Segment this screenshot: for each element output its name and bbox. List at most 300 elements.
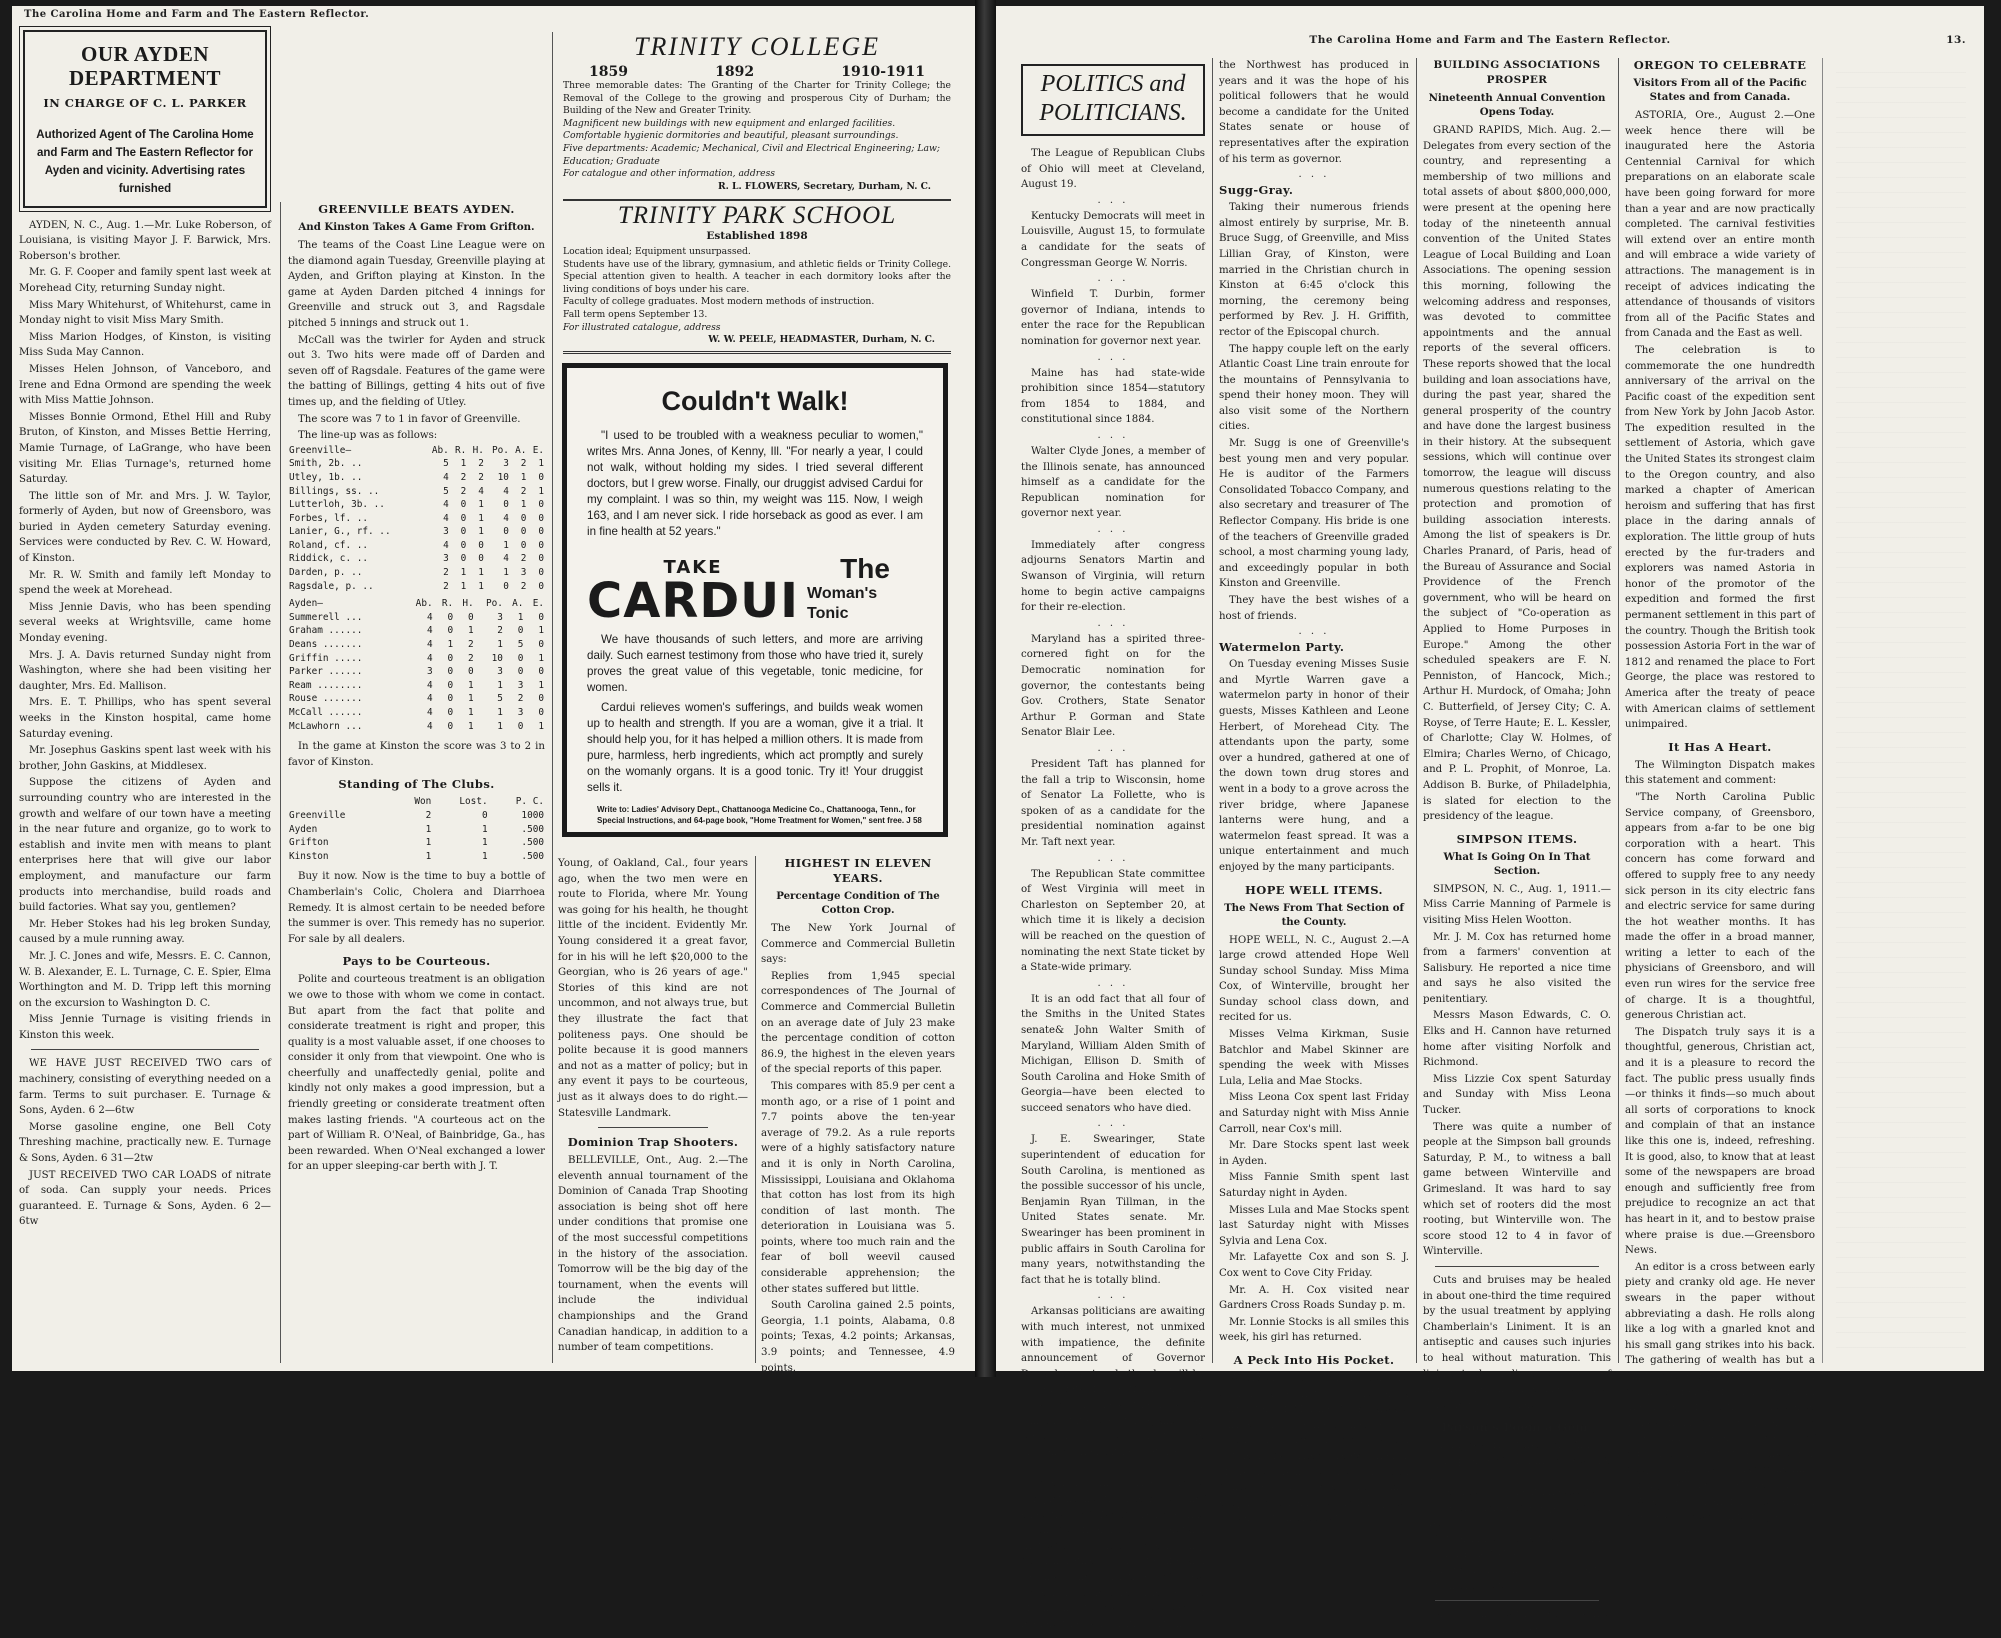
greenville-box-row	[288, 471, 545, 485]
building-story	[1423, 123, 1611, 825]
table-cell: 4	[426, 707, 433, 718]
hopewell-item: Mr. A. H. Cox visited near Gardners Cross Roads Sunday p. m.	[1219, 1284, 1409, 1312]
cardui-headline: Couldn't Walk!	[661, 386, 849, 416]
ayden-news-item: AYDEN, N. C., Aug. 1.—Mr. Luke Roberson, of Louisiana, is visiting Mayor J. F. Barwick, Mrs. Roberson's brother.	[19, 219, 271, 262]
table-cell: 4	[443, 539, 449, 551]
table-cell: Parker ......	[289, 666, 363, 678]
ayden-news-item: The little son of Mr. and Mrs. J. W. Taylor, formerly of Ayden, but now of Greensboro, was buried in Ayden cemetery Saturday evening. Services were conducted by Rev. C. W. Howard, of Kinston.	[19, 490, 271, 565]
table-cell: 1	[425, 823, 432, 835]
poem-line: "They're such a health necessity,	[1429, 1487, 1598, 1499]
table-header-cell: Ab.	[415, 598, 433, 610]
greenville-headline: GREENVILLE BEATS AYDEN.	[318, 202, 515, 216]
hopewell-item: HOPE WELL, N. C., August 2.—A large crowd attended Hope Well Sunday school Sunday. Miss Mima Cox, of Winterville, brought her Sunday school class down, and recited for us.	[1219, 934, 1409, 1024]
table-cell: 1	[478, 512, 484, 524]
heart-paragraph: When a woman forgives a man she never allows him to forget it.	[1625, 1496, 1815, 1524]
table-cell: 4	[443, 471, 449, 483]
table-cell: 0	[460, 499, 467, 511]
table-cell: 3	[517, 707, 524, 718]
oregon-paragraph: ASTORIA, Ore., August 2.—One week hence there will be inaugurated here the Astoria Centennial Carnival for which preparations on an elaborate scale have been going forward for more than a year and are now practically completed. The carnival festivities will extend over an entire month and will embrace a wide variety of attractions. The management is in receipt of advices indicating the attendance of thousands of visitors from all of the Pacific States and from Canada and the East as well.	[1625, 110, 1815, 340]
greenville-paragraph: The teams of the Coast Line League were on the diamond again Tuesday, Greenville playing at Ayden, and Grifton playing at Kinston. In the game at Ayden Darden pitched 4 innings for Greenville and struck out 3, and Ragsdale pitched 5 innings and struck out 1.	[288, 240, 545, 329]
greenville-subhead: And Kinston Takes A Game From Grifton.	[298, 221, 535, 233]
table-cell: 0	[538, 526, 544, 538]
poem-line: In every home these pills should be.	[1429, 1502, 1611, 1530]
table-cell: 1	[538, 485, 544, 497]
hopewell-headline: HOPE WELL ITEMS.	[1245, 882, 1383, 897]
cardui-body-2: Cardui relieves women's sufferings, and builds weak women up to health and strength. If you are a woman, give it a trial. It should help you, for it has helped a million others. It is made from pure, harmless, herb ingredients, which act promptly and surely on the womanly organs. It is a good tonic. Try it! Your druggist sells it.	[587, 701, 923, 794]
trinity-college-title: TRINITY COLLEGE	[634, 32, 880, 61]
table-cell: 10	[491, 652, 503, 664]
table-header-cell: P. C.	[515, 796, 544, 808]
simpson-subhead: What Is Going On In That Section.	[1443, 850, 1591, 877]
table-cell: 0	[517, 652, 524, 664]
table-cell: 4	[503, 485, 509, 497]
table-cell: 0	[460, 512, 467, 524]
binding-gutter	[975, 0, 996, 1377]
table-cell: 1	[497, 639, 503, 651]
table-cell: 3	[443, 526, 449, 538]
table-header-cell: R.	[455, 444, 467, 456]
ayden-news-item: Mrs. E. T. Phillips, who has spent several weeks in the Kinston hospital, came home Saturday evening.	[19, 697, 271, 740]
table-cell: 0	[447, 693, 454, 705]
table-cell: 0	[538, 553, 544, 565]
table-cell: Greenville	[289, 809, 346, 821]
table-cell: 5	[517, 639, 524, 651]
poem-line: And be well again." Only 25 cents	[1429, 1565, 1604, 1577]
simpson-item: SIMPSON, N. C., Aug. 1, 1911.—Miss Carrie Manning of Parmele is visiting Miss Helen Wootton.	[1423, 883, 1611, 926]
trinity-park-signature: W. W. PEELE, HEADMASTER, Durham, N. C.	[708, 334, 935, 346]
table-cell: 1	[468, 720, 474, 732]
cotton-story	[761, 921, 955, 1376]
politics-item: Arkansas politicians are awaiting with much interest, not unmixed with impatience, the definite announcement of Governor Donaghey as to whether he will be a candidate for a third term as governor or make the race for United States senator against Jeff Davis, whose successor it to be chosen by the next legislature.	[1021, 1306, 1205, 1458]
politics-item: Kentucky Democrats will meet in Louisville, August 15, to formulate a candidate for the seats of Congressman George W. Norris.	[1021, 210, 1205, 269]
table-cell: 5	[443, 485, 449, 497]
ayden-classified-ads	[19, 1056, 271, 1230]
heart-headline: It Has A Heart.	[1668, 739, 1772, 754]
table-header-cell: Greenville—	[289, 444, 352, 456]
sugg-paragraph: Taking their numerous friends almost entirely by surprise, Mr. B. Bruce Sugg, of Greenville, and Miss Lillian Gray, of Kinston, were married in the Christian church in Kinston at 6:45 o'clock this morning, the ceremony being performed by Rev. J. H. Griffith, rector of the Episcopal church.	[1219, 202, 1409, 338]
table-cell: 0	[520, 512, 527, 524]
ayden-box-header	[288, 597, 545, 611]
trinity-line-1: Magnificent new buildings with new equipment and enlarged facilities.	[563, 117, 896, 129]
politics-item: President Taft has planned for the fall a trip to Wisconsin, home of Senator La Follette, who is spoken of as a candidate for the presidential nomination against Mr. Taft next year.	[1021, 759, 1205, 848]
simpson-items	[1423, 882, 1611, 1260]
table-cell: Darden, p. ..	[289, 567, 363, 579]
hopewell-item: Misses Lula and Mae Stocks spent last Saturday night with Misses Sylvia and Lena Cox.	[1219, 1204, 1409, 1247]
table-cell: 1	[468, 679, 474, 691]
heart-story	[1625, 758, 1815, 1526]
table-cell: Graham ......	[289, 625, 363, 637]
cotton-paragraph: The New York Journal of Commerce and Commercial Bulletin says:	[761, 923, 955, 966]
running-head-right	[996, 6, 1984, 50]
table-cell: 0	[538, 539, 544, 551]
cuts-bruises-ad: Cuts and bruises may be healed in about one-third the time required by the usual treatment by applying Chamberlain's Liniment. It is an antiseptic and causes such injuries to heal without maturation. This liniment also relieves soreness of the muscles and rheumatic pains. For sale by all dealers.	[1423, 1274, 1611, 1411]
table-header-cell: E.	[532, 598, 544, 610]
standings-row	[288, 823, 545, 837]
table-cell: 1	[497, 707, 503, 718]
poem-line: USE DR. KING'S	[1429, 1549, 1517, 1561]
table-cell: 1	[497, 679, 503, 691]
trinity-park-line-1: Location ideal; Equipment unsurpassed.	[563, 246, 751, 257]
table-cell: 1	[538, 458, 544, 470]
ayden-box-score	[288, 597, 545, 733]
greenville-box-row	[288, 525, 545, 539]
cardui-womans-tonic: Woman's Tonic	[807, 585, 878, 622]
table-cell: 0	[447, 625, 454, 637]
table-cell: 0	[460, 526, 467, 538]
ayden-box-row	[288, 706, 545, 720]
table-cell: 2	[460, 471, 467, 483]
table-cell: Griffin .....	[289, 652, 363, 664]
page-number: 13.	[1946, 34, 1966, 46]
oregon-subhead: Visitors From all of the Pacific States and from Canada.	[1633, 77, 1807, 103]
simpson-item: Messrs Mason Edwards, C. O. Elks and H. Cannon have returned home after visiting Norfolk and Richmond.	[1423, 1010, 1611, 1069]
ayden-title: OUR AYDEN DEPARTMENT	[68, 42, 222, 90]
politics-item: Walter Clyde Jones, a member of the Illinois senate, has announced himself as a candidate for the Republican nomination for governor next year.	[1021, 445, 1205, 520]
politics-title: POLITICS and POLITICIANS.	[1039, 71, 1187, 126]
table-cell: 2	[497, 625, 503, 637]
table-cell: 1	[460, 567, 467, 579]
table-cell: 4	[426, 625, 433, 637]
heart-paragraph: An editor is a cross between early piety and cranky old age. He never swears in the paper without abbreviating a dash. He rolls along like a log with a gnarled knot and his small gang strikes into his back. The gathering of wealth has but a faint hope and shawny "night lo" in his mind. He lives from day to day in the hope of getting conscience money from his subscribers who owe him several years of subscription, but the subscriber sleeps on and always has something coming.—Gaffney (S. C.) Ledger.	[1625, 1261, 1815, 1492]
standings-row	[288, 809, 545, 823]
table-cell: 1	[481, 850, 488, 862]
politics-items: The League of Republican Clubs of Ohio will meet at Cleveland, August 19. . . . Kentucky Democrats will meet in Louisville, August 15, to formulate a candidate for the seats of Congressman George W. Norris. . . . Winfield T. Durbin, former governor of Indiana, intends to enter the race for the Republican nomination for governor next year. . . . Maine has had state-wide prohibition since 1854—statutory from 1854 to 1884, and constitutional since 1884. . . . Walter Clyde Jones, a member of the Illinois senate, has announced himself as a candidate for the Republican nomination for governor next year. . . . Immediately after congress adjourns Senators Martin and Swanson of Virginia, will return home to begin active campaigns for their re-election. . . . Maryland has a spirited three-cornered fight on for the Democratic nomination for governor, the contestants being Gov. Crothers, State Senator Arthur P. Gorman and State Senator Blair Lee. . . . President Taft has planned for the fall a trip to Wisconsin, home of Senator La Follette, who is spoken of as a candidate for the presidential nomination against Mr. Taft next year. . . . The Republican State committee of West Virginia will meet in Charleston on September 20, at which time it is likely a decision will be reached on the question of nominating the next State ticket by a State-wide primary. . . . It is an odd fact that all four of the Smiths in the United States senate& John Walter Smith of Maryland, William Alden Smith of Michigan, Ellison D. Smith of South Carolina and Hoke Smith of Georgia—have been elected to succeed senators who have died. . . . J. E. Swearinger, State superintendent of education for South Carolina, is mentioned as the possible successor of his uncle, Benjamin Ryan Tillman, in the United States senate. Mr. Swearinger has been prominent in public affairs in South Carolina for many years, notwithstanding the fact that he is totally blind. . . . Arkansas politicians are awaiting with much interest, not unmixed with impatience, the definite announcement of Governor Donaghey as to whether he will be a candidate for a third term as governor or make the race for United States senator against Jeff Davis, whose successor it to be chosen by the next legislature. . . . Governor John Burke, who is completing his third term as chief executive of North Dakota has given his friends to understand that when he quit the governorship he will retire to private life and resume the practice of law. Governor Burke is regarded as one of the most able and successful leaders the Democratic party in	[1021, 146, 1205, 1632]
table-cell: 2	[520, 580, 527, 592]
left-newspaper-page	[12, 6, 975, 1374]
peck-story: Would show the box of Bucklen's Arnica Salve that E. S. Loper, a carpenter, of Marilla, N. Y., always carries. "I have never had a cut, wound or bruise, or sore it would not heal," he writes. Greatest healer of burns, boils, scalds, chapped hands and lips, fever-sores, skin-eruptions, eczema, corns and piles. 25 cents at all druggists.	[1219, 1372, 1409, 1525]
politics-item: J. E. Swearinger, State superintendent of education for South Carolina, is mentioned as the possible successor of his uncle, Benjamin Ryan Tillman, in the United States senate. Mr. Swearinger has been prominent in public affairs in South Carolina for many years, notwithstanding the fact that he is totally blind.	[1021, 1134, 1205, 1286]
hopewell-item: Mr. Lafayette Cox and son S. J. Cox went to Cove City Friday.	[1219, 1252, 1409, 1279]
ayden-news-item: Mr. J. C. Jones and wife, Messrs. E. C. Cannon, W. B. Alexander, E. L. Turnage, C. E. Spier, Elma Worthington and M. D. Tripp left this morning on the excursion to Washington D. C.	[19, 950, 271, 1009]
cardui-take: TAKE	[663, 557, 723, 578]
table-header-cell: Po.	[491, 444, 509, 456]
heart-paragraph: "The North Carolina Public Service company, of Greensboro, appears from a-far to be one big corporation with a heart. This concern has come forward and offered to supply free to any needy sick person in its city electric fans and electric service for same during the hot weather months. It has made the offer in a broad manner, writing a letter to each of the physicians of Greensboro, and will even run wires for the service free of charge. It is a thoughtful, generous Christian act.	[1625, 791, 1815, 1022]
cardui-advertisement	[562, 363, 948, 837]
simpson-headline: SIMPSON ITEMS.	[1456, 831, 1578, 846]
table-cell: 0	[520, 526, 527, 538]
greenville-box-row	[288, 552, 545, 566]
table-cell: .500	[521, 850, 544, 862]
table-cell: 1	[538, 720, 544, 732]
greenville-box-row	[288, 485, 545, 499]
table-cell: 2	[468, 652, 474, 664]
table-cell: 0	[517, 720, 524, 732]
table-cell: 1	[481, 837, 488, 849]
chamberlain-remedy: Buy it now. Now is the time to buy a bottle of Chamberlain's Colic, Cholera and Diarrhoea Remedy. It is almost certain to be needed before the summer is over. This remedy has no superior. For sale by all dealers.	[288, 871, 545, 945]
table-cell: Ragsdale, p. ..	[289, 580, 374, 592]
trinity-year-2: 1892	[715, 64, 755, 80]
table-header-cell: H.	[462, 598, 474, 610]
table-cell: 5	[497, 693, 503, 705]
table-cell: 2	[478, 471, 484, 483]
watermelon-story: On Tuesday evening Misses Susie and Myrtle Warren gave a watermelon party in honor of their guests, Misses Kathleen and Leone Herbert, of Morehead City. The attendants upon the party, some over a hundred, gathered at one of the down town drug stores and went in a body to a grove across the river bridge, where Japanese lanterns were hung, and a watermelon feast spread. It was a unique entertainment and much enjoyed by the many participants.	[1219, 659, 1409, 873]
table-cell: 1	[425, 850, 432, 862]
ayden-news-item: Miss Marion Hodges, of Kinston, is visiting Miss Suda May Cannon.	[19, 331, 271, 359]
ayden-box-row	[288, 611, 545, 625]
greenville-paragraph: The line-up was as follows:	[298, 430, 438, 442]
hopewell-item: Miss Fannie Smith spent last Saturday night in Ayden.	[1219, 1172, 1409, 1199]
table-cell: Smith, 2b. ..	[289, 458, 363, 470]
table-cell: 3	[503, 458, 509, 470]
ayden-news-item: Mr. Josephus Gaskins spent last week with his brother, John Gaskins, at Middlesex.	[19, 745, 271, 772]
table-cell: Roland, cf. ..	[289, 539, 369, 551]
standings-table	[288, 795, 545, 863]
politics-item: Immediately after congress adjourns Senators Martin and Swanson of Virginia, will return home to begin active campaigns for their re-election.	[1021, 539, 1205, 614]
table-header-cell: E.	[532, 444, 544, 456]
poem-intro: From Rev. H. Stubenvoll, Allison, Ia., in praise of Dr. King's New Life Pills.	[1423, 1440, 1611, 1483]
standings-title: Standing of The Clubs.	[338, 777, 495, 792]
table-cell: Billings, ss. ..	[289, 485, 380, 497]
table-cell: 0	[447, 652, 454, 664]
greenville-paragraph: The score was 7 to 1 in favor of Greenville.	[298, 413, 521, 425]
ayden-news-item: Miss Jennie Turnage is visiting friends in Kinston this week.	[19, 1014, 271, 1041]
politics-item: Maryland has a spirited three-cornered fight on for the Democratic nomination for governor, the contestants being Gov. Crothers, State Senator Arthur P. Gorman and State Senator Blair Lee.	[1021, 633, 1205, 739]
trinity-park-line-2: Students have use of the library, gymnasium, and athletic fields or Trinity College. Special attention given to health. A teacher in each dormitory looks after the living conditions of boys under his care.	[563, 258, 951, 295]
table-cell: 4	[426, 611, 433, 623]
ayden-box-row	[288, 638, 545, 652]
table-cell: 4	[426, 693, 433, 705]
table-cell: 4	[503, 512, 509, 524]
ayden-charge: IN CHARGE OF C. L. PARKER	[43, 96, 247, 110]
politics-item: Maine has had state-wide prohibition since 1854—statutory from 1854 to 1884, and constitutional since 1884.	[1021, 367, 1205, 426]
ayden-box-row	[288, 692, 545, 706]
table-header-cell: Ab.	[431, 444, 449, 456]
table-cell: 0	[538, 611, 544, 623]
cardui-logo	[587, 553, 923, 629]
table-cell: 0	[468, 666, 474, 678]
table-header-cell: H.	[472, 444, 484, 456]
trinity-line-4: For catalogue and other information, address	[563, 168, 776, 180]
table-cell: 1	[478, 499, 484, 511]
trinity-college-body: Three memorable dates: The Granting of the Charter for Trinity College; the Removal of the College to the growing and prosperous City of Durham; the Building of the New and Greater Trinity.	[563, 80, 951, 117]
table-cell: 4	[503, 553, 509, 565]
greenville-paragraph: McCall was the twirler for Ayden and struck out 3. Two hits were made off of Darden and seven off of Ragsdale. Features of the game were the batting of Billings, getting 4 hits out of five times up, and the fielding of Utley.	[288, 334, 545, 408]
building-headline: BUILDING ASSOCIATIONS PROSPER	[1433, 59, 1601, 86]
table-cell: 1	[468, 693, 474, 705]
table-header-cell: Po.	[485, 598, 503, 610]
table-cell: 3	[426, 666, 433, 678]
standings-row	[288, 850, 545, 864]
table-cell: .500	[521, 837, 544, 849]
column-greenville	[285, 202, 548, 1371]
sugg-paragraph: Mr. Sugg is one of Greenville's best young men and very popular. He is auditor of the Farmers Consolidated Tobacco Company, and also secretary and treasurer of The Reflector Company. His bride is one of the teachers of Greenville graded school, a most charming young lady, and exceedingly popular in both Kinston and Greenville.	[1219, 438, 1409, 590]
simpson-item: There was quite a number of people at the Simpson ball grounds Saturday, P. M., to witness a ball game between Winterville and Grimesland. It was hard to say which set of rooters did the most rooting, but Winterville won. The score stood 12 to 4 in favor of Winterville.	[1423, 1121, 1611, 1258]
table-cell: .500	[521, 823, 544, 835]
table-cell: 0	[538, 512, 544, 524]
peck-headline: A Peck Into His Pocket.	[1233, 1352, 1395, 1367]
cotton-paragraph: Replies from 1,945 special correspondences of The Journal of Commerce and Commercial Bulletin on an average date of July 23 make the percentage condition of cotton 86.9, the highest in the eleven years of the special reports of this paper.	[761, 970, 955, 1076]
table-cell: 2	[520, 458, 527, 470]
table-cell: Ayden	[289, 823, 318, 835]
trinity-year-1: 1859	[589, 64, 628, 80]
politics-item: The Republican State committee of West Virginia will meet in Charleston on September 20, at which time it is likely a decision will be reached on the question of nominating the next State ticket by a State-wide primary.	[1021, 868, 1205, 974]
cotton-headline: HIGHEST IN ELEVEN YEARS.	[784, 856, 932, 885]
table-cell: 1	[447, 639, 454, 651]
cardui-testimonial: "I used to be troubled with a weakness peculiar to women," writes Mrs. Anna Jones, of Kenny, Ill. "For nearly a year, I could not walk, without holding my sides. I tried several different doctors, but I grew worse. Finally, our druggist advised Cardui for my complaint. I was so thin, my weight was 115. Now, I weigh 163, and I am never sick. I ride horseback as good as ever. I am in fine health at 52 years."	[587, 429, 923, 538]
hopewell-subhead: The News From That Section of the County.	[1224, 901, 1404, 928]
table-cell: Summerell ...	[289, 611, 363, 623]
ayden-news-item: Mr. G. F. Cooper and family spent last week at Morehead City, returning Sunday night.	[19, 267, 271, 294]
table-cell: 2	[520, 553, 527, 565]
column-young	[555, 856, 751, 1371]
table-cell: 1	[538, 679, 544, 691]
poem-headline: Parson's Poem a Gem.	[1441, 1420, 1593, 1435]
oregon-paragraph: The celebration is to commemorate the one hundredth anniversary of the arrival on the Pacific coast of the expedition sent from New York by John Jacob Astor. The expedition resulted in the settlement of Astoria, which gave the United States its strongest claim to the Oregon country, and also marked a chapter of American heroism and suffering that has first place in the daring annals of exploration. The little group of huts erected by the fur-traders and explorers was named Astoria in honor of the promotor of the expedition and formed the first permanent settlement in this part of the country. Though the British took possession Astoria Fort in the war of 1812 and renamed the place to Fort George, the place was restored to America after the treaty of peace with American claims of settlement unimpaired.	[1625, 344, 1815, 731]
column-politics	[1018, 58, 1208, 1630]
ayden-news-item: Mr. Heber Stokes had his leg broken Sunday, caused by a mule running away.	[19, 918, 271, 946]
table-cell: 1	[538, 625, 544, 637]
table-header-cell	[288, 795, 397, 809]
table-cell: Forbes, lf. ..	[289, 512, 369, 524]
simpson-item: Mr. J. M. Cox has returned home from a farmers' convention at Salisbury. He reported a nice time and says he also visited the penitentiary.	[1423, 931, 1611, 1005]
column-cotton	[758, 856, 958, 1374]
hopewell-item: Miss Leona Cox spent last Friday and Saturday night with Miss Annie Carroll, near Cox's mill.	[1219, 1092, 1409, 1135]
burke-continued: the Northwest has produced in years and it was the hope of his political followers that he would become a candidate for the United States senate or house of representatives after the expiration of his term as governor.	[1219, 60, 1409, 165]
table-cell: 4	[426, 639, 433, 651]
table-cell: 2	[468, 639, 474, 651]
table-cell: 1	[478, 580, 484, 592]
trinity-signature: R. L. FLOWERS, Secretary, Durham, N. C.	[718, 180, 931, 192]
table-cell: 0	[481, 809, 488, 821]
poem-line: at all druggists.	[1429, 1580, 1511, 1592]
table-cell: 3	[497, 611, 503, 623]
greenville-box-row	[288, 539, 545, 553]
ayden-box-row	[288, 652, 545, 666]
column-building-simpson	[1420, 58, 1614, 1636]
ayden-news-item: Misses Bonnie Ormond, Ethel Hill and Ruby Bruton, of Kinston, and Misses Bettie Herring, Mamie Turnage, of LaGrange, who have been visiting Mr. Elias Turnage's, returned home Saturday.	[19, 411, 271, 486]
greenville-box-row	[288, 457, 545, 471]
table-cell: 2	[517, 693, 524, 705]
right-newspaper-page	[996, 6, 1984, 1636]
ayden-department-box	[23, 30, 267, 208]
cardui-wordmark: CARDUI	[587, 573, 800, 629]
sugg-paragraph: They have the best wishes of a host of friends.	[1219, 595, 1409, 622]
table-cell: 0	[538, 639, 544, 651]
table-cell: 0	[503, 526, 509, 538]
table-cell: 1	[520, 471, 527, 483]
table-cell: 1	[497, 720, 503, 732]
table-header-cell: Won	[414, 796, 432, 808]
table-cell: 1	[503, 539, 509, 551]
table-cell: 3	[443, 553, 449, 565]
oregon-story	[1625, 108, 1815, 733]
ayden-box-row	[288, 665, 545, 679]
table-cell: 4	[478, 485, 484, 497]
sugg-paragraph: The happy couple left on the early Atlantic Coast Line train enroute for the mountains of Pennsylvania to spend their honey moon. They will also visit some of the Northern cities.	[1219, 343, 1409, 433]
trap-headline: Dominion Trap Shooters.	[567, 1135, 739, 1150]
table-cell: McLawhorn ...	[289, 720, 363, 732]
young-story: Young, of Oakland, Cal., four years ago, when the two men were en route to Florida, where Mr. Young was going for his health, he thought little of the incident. Evidently Mr. Young considered it a great favor, for in his will he left $20,000 to the Georgian, who is 26 years of age." Stories of this kind are not uncommon, and not always true, but they illustrate the fact that politeness pays. One should be polite because it is good manners and not as a matter of policy; but in any event it pays to be courteous, just as it always does to do right.—Statesville Landmark.	[558, 858, 748, 1119]
ayden-box-row	[288, 720, 545, 734]
greenville-box-header	[288, 444, 545, 458]
trap-story: BELLEVILLE, Ont., Aug. 2.—The eleventh annual tournament of the Dominion of Canada Trap Shooting association is being shot off here under conditions that promise one of the most successful competitions in the history of the association. Tomorrow will be the big day of the tournament, when the events will include the individual championships and the Grand Canadian handicap, in addition to a number of team competitions.	[558, 1155, 748, 1354]
table-cell: 0	[538, 580, 544, 592]
table-cell: 0	[447, 666, 454, 678]
trinity-year-3: 1910-1911	[841, 64, 925, 80]
trinity-college-ad	[555, 32, 959, 197]
ayden-news-item: Mrs. J. A. Davis returned Sunday night from Washington, where she had been visiting her daughter, Mrs. Ed. Mallison.	[19, 649, 271, 692]
table-cell: Grifton	[289, 837, 329, 849]
cotton-paragraph: This compares with 85.9 per cent a month ago, or a rise of 1 point and 7.7 points above the ten-year average of 79.2. As a rule reports were of a highly satisfactory nature and it is only in North Carolina, Mississippi, Louisiana and Oklahoma that cotton has lost from its high condition of last month. The deterioration in Louisiana was 5. points, where too much rain and the fear of boll weevil caused considerable apprehension; the other states suffered but little.	[761, 1080, 955, 1295]
table-cell: 4	[426, 720, 433, 732]
cardui-body-1: We have thousands of such letters, and more are arriving daily. Such earnest testimony from those who have tried it, surely proves the great value of this vegetable, tonic medicine, for women.	[587, 633, 923, 694]
courteous-headline: Pays to be Courteous.	[342, 954, 491, 969]
table-cell: 5	[443, 458, 449, 470]
table-cell: 1000	[521, 809, 544, 821]
table-cell: Ream ........	[289, 679, 363, 691]
table-cell: 4	[426, 679, 433, 691]
table-cell: 0	[503, 499, 509, 511]
table-cell: 3	[517, 679, 524, 691]
trinity-park-line-4: Fall term opens September 13.	[563, 308, 708, 320]
table-cell: 0	[447, 720, 454, 732]
column-oregon-heart	[1622, 58, 1818, 1524]
table-cell: 2	[443, 580, 449, 592]
table-cell: 2	[520, 485, 527, 497]
table-cell: 10	[497, 471, 509, 483]
table-cell: 1	[478, 526, 484, 538]
table-cell: 4	[443, 512, 449, 524]
table-cell: Rouse .......	[289, 693, 363, 705]
poem-lines	[1423, 1485, 1611, 1594]
table-header-cell: R.	[441, 598, 454, 610]
table-header-cell: Ayden—	[289, 598, 323, 610]
table-cell: 0	[447, 611, 454, 623]
table-cell: 0	[538, 707, 544, 718]
table-cell: 0	[447, 679, 454, 691]
greenville-box-row	[288, 566, 545, 580]
hopewell-item: Mr. Lonnie Stocks is all smiles this week, his girl has returned.	[1219, 1316, 1409, 1344]
sugg-story	[1219, 200, 1409, 624]
ayden-news-items	[19, 218, 271, 1044]
table-header-cell: Lost.	[459, 796, 488, 808]
hopewell-item: Misses Velma Kirkman, Susie Batchlor and Mabel Skinner are spending the week with Misses Lula, Lelia and Mae Stocks.	[1219, 1029, 1409, 1087]
table-cell: 1	[460, 458, 467, 470]
politics-item: It is an odd fact that all four of the Smiths in the United States senate& John Walter Smith of Maryland, William Alden Smith of Michigan, Ellison D. Smith of South Carolina and Hoke Smith of Georgia—have been elected to succeed senators who have died.	[1021, 993, 1205, 1114]
red-nose-filler: Many a man with a red nose has been wrongly accused.	[1423, 1609, 1611, 1636]
table-cell: Lanier, G., rf. ..	[289, 526, 391, 538]
table-cell: 0	[520, 539, 527, 551]
trinity-park-ad	[555, 202, 959, 350]
simpson-item: Miss Lizzie Cox spent Saturday and Sunday with Miss Leona Tucker.	[1423, 1073, 1611, 1117]
table-header-cell: A.	[515, 444, 527, 456]
heart-paragraph: The Wilmington Dispatch makes this statement and comment:	[1625, 759, 1815, 787]
table-cell: 2	[460, 485, 467, 497]
table-cell: 1	[425, 837, 432, 849]
table-cell: Lutterloh, 3b. ..	[289, 499, 385, 511]
table-cell: 0	[478, 553, 484, 565]
table-cell: 0	[538, 567, 544, 579]
classified-ad: WE HAVE JUST RECEIVED TWO cars of machinery, consisting of everything needed on a farm. Terms to suit purchaser. E. Turnage & Sons, Ayden. 6 2—6tw	[19, 1058, 271, 1117]
table-cell: 2	[425, 809, 432, 821]
building-subhead: Nineteenth Annual Convention Opens Today.	[1428, 92, 1606, 118]
politics-item: Winfield T. Durbin, former governor of Indiana, intends to enter the race for the Republican nomination for governor next year.	[1021, 289, 1205, 347]
ayden-box-row	[288, 624, 545, 638]
standings-row	[288, 836, 545, 850]
ayden-news-item: Miss Mary Whitehurst, of Whitehurst, came in Monday night to visit Miss Mary Smith.	[19, 299, 271, 327]
running-head-left: The Carolina Home and Farm and The Eastern Reflector.	[24, 9, 370, 20]
table-cell: 2	[443, 567, 449, 579]
hopewell-items	[1219, 933, 1409, 1346]
table-cell: Utley, 1b. ..	[289, 471, 363, 483]
ayden-box-row	[288, 679, 545, 693]
trinity-park-established: Established 1898	[706, 230, 808, 242]
cotton-subhead: Percentage Condition of The Cotton Crop.	[776, 890, 940, 916]
table-cell: 0	[517, 666, 524, 678]
table-cell: 4	[426, 652, 433, 664]
hopewell-item: Mr. Dare Stocks spent last week in Ayden.	[1219, 1140, 1409, 1167]
table-cell: 0	[538, 499, 544, 511]
